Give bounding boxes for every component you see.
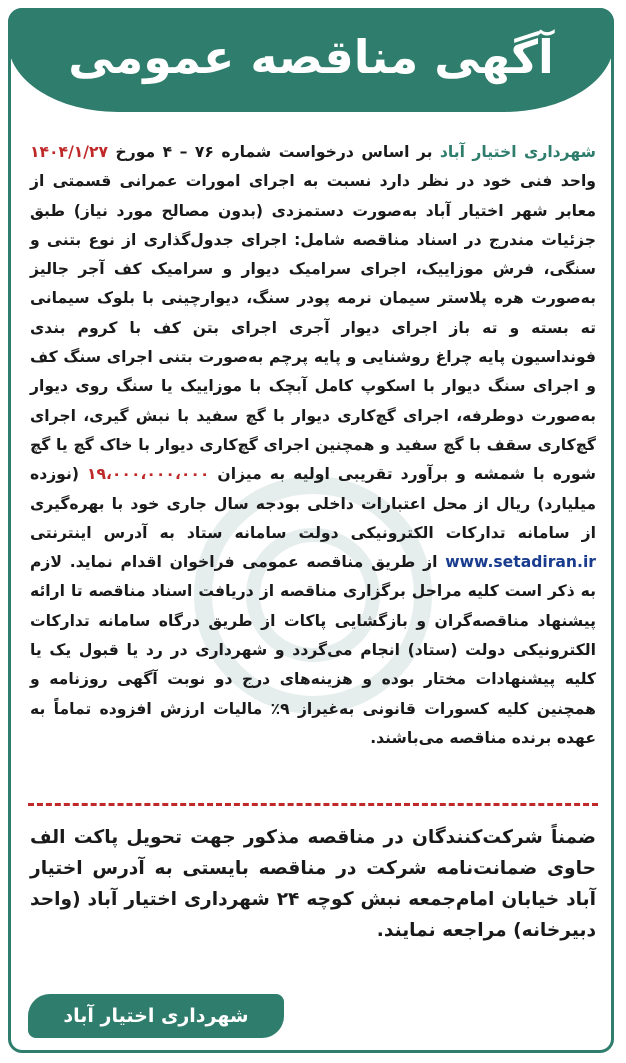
- footer-badge: [28, 994, 284, 1038]
- notice-text-part-4: از طریق مناقصه عمومی فراخوان اقدام نماید. لازم به ذکر است کلیه مراحل برگزاری مناقصه از دریافت اسناد مناقصه تا ارائه پیشنهاد مناقصه‌گران و بازگشایی پاکات از طریق درگاه سامانه تدارکات الکترونیکی دولت (ستاد) انجام می‌گردد و شهرداری در رد یا قبول یک یا کلیه پیشنهادات مختار بوده و هزینه‌های درج دو نوبت آگهی روزنامه و همچنین کلیه کسورات قانونی به‌غیراز ۹٪ مالیات ارزش افزوده تماماً به عهده برنده مناقصه می‌باشند.: [30, 553, 596, 747]
- request-date: ۱۴۰۴/۱/۲۷: [30, 143, 109, 161]
- setad-url-link[interactable]: www.setadiran.ir: [445, 553, 596, 572]
- title-banner: [8, 8, 614, 112]
- page-title: آگهی مناقصه عمومی: [68, 30, 554, 84]
- footer-signature: شهرداری اختیار آباد: [63, 1005, 249, 1027]
- notice-text-part-2: واحد فنی خود در نظر دارد نسبت به اجرای امورات عمرانی قسمتی از معابر شهر اختیار آباد به‌صورت دستمزدی (بدون مصالح مورد نیاز) طبق جزئیات مندرج در اسناد مناقصه شامل: اجرای جدول‌گذاری از نوع بتنی و سنگی، فرش موزاییک، اجرای سرامیک دیوار و سرامیک کف آجر جالیز به‌صورت هره پلاستر سیمان نرمه پودر سنگ، دیوارچینی با بلوک سیمانی ته بسته و ته باز اجرای دیوار آجری اجرای بتن کف با کروم بندی فونداسیون پایه چراغ روشنایی و پایه پرچم به‌صورت بتنی اجرای سنگ کف و اجرای سنگ دیوار با اسکوپ کامل آبچک با موزاییک یا سنگ روی دیوار به‌صورت دوطرفه، اجرای گچ‌کاری دیوار با گچ سفید با نبش گیری، اجرای گچ‌کاری سقف با گچ سفید و همچنین اجرای گچ‌کاری دیوار با خاک گچ یا گچ شوره با شمشه و برآورد تقریبی اولیه به میزان: [30, 172, 596, 484]
- dashed-divider: [28, 803, 598, 806]
- delivery-note: ضمناً شرکت‌کنندگان در مناقصه مذکور جهت تحویل پاکت الف حاوی ضمانت‌نامه شرکت در مناقصه بایستی به آدرس اختیار آباد خیابان امام‌جمعه نبش کوچه ۲۴ شهرداری اختیار آباد (واحد دبیرخانه) مراجعه نمایند.: [30, 827, 596, 941]
- notice-text-part-1: بر اساس درخواست شماره ۷۶ – ۴ مورخ: [108, 143, 440, 161]
- notice-body: [30, 138, 596, 753]
- notice-text-part-3: (نوزده میلیارد) ریال از محل اعتبارات داخلی بودجه سال جاری خود با بهره‌گیری از سامانه تدارکات الکترونیکی دولت سامانه ستاد به آدرس اینترنتی: [30, 465, 596, 542]
- estimated-amount: ۱۹،۰۰۰،۰۰۰،۰۰۰: [86, 465, 210, 484]
- issuer-name: شهرداری اختیار آباد: [439, 143, 596, 161]
